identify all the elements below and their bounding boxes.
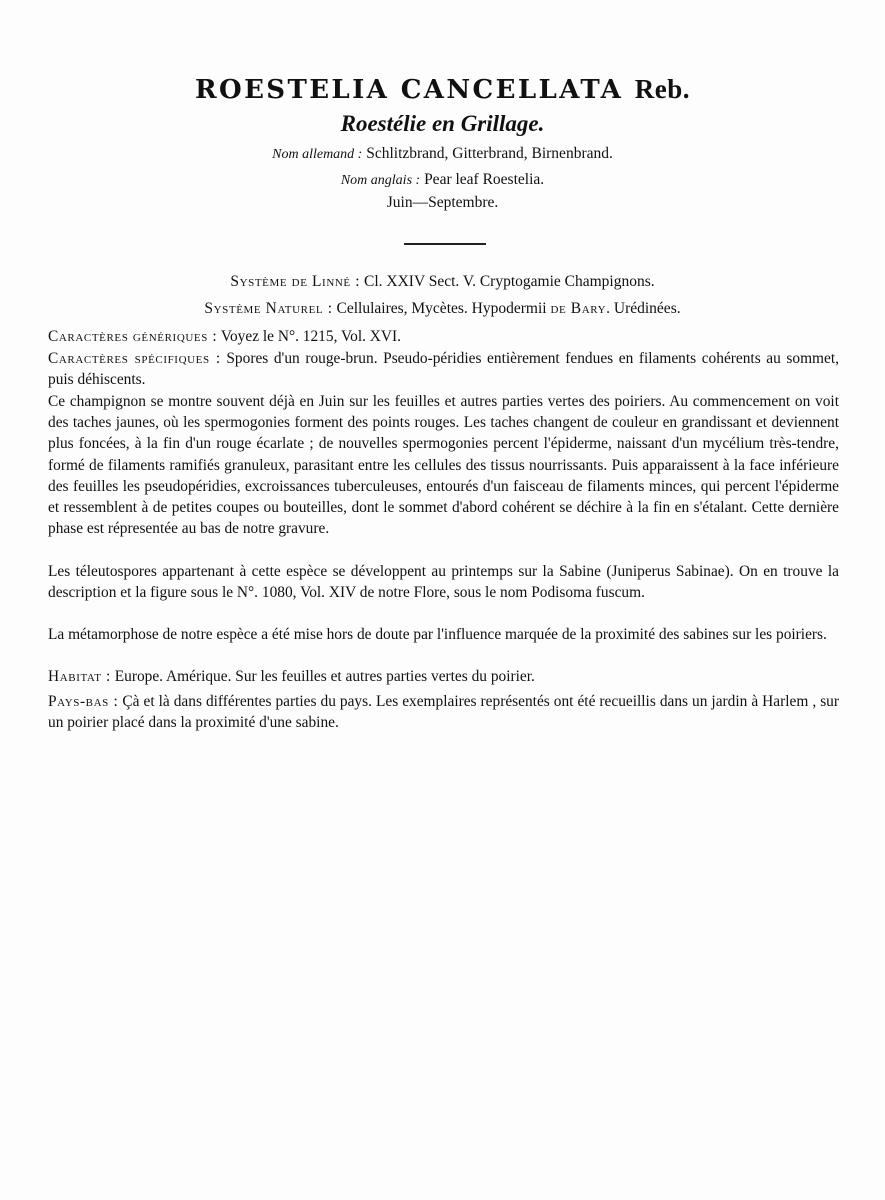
- teleutospores-paragraph: Les téleutospores appartenant à cette espèce se développent au printemps sur la Sabine (Juniperus Sabinae). On en trouve la description et la figure sous le N°. 1080, Vol. XIV de notre Flore, sous le nom Podisoma fuscum.: [48, 563, 839, 602]
- german-name-label: Nom allemand :: [272, 147, 363, 162]
- netherlands-text: Çà et là dans différentes parties du pays. Les exemplaires représentés ont été recueillis dans un jardin à Harlem , sur un poirier placé dans la proximité d'une sabine.: [48, 693, 840, 732]
- specific-characters-label: Caractères spécifiques :: [48, 350, 221, 367]
- netherlands-label: Pays-bas :: [48, 693, 119, 710]
- species-author: Reb.: [634, 74, 690, 104]
- specific-characters-text: Spores d'un rouge-brun. Pseudo-péridies entièrement fendues en filaments cohérents au sommet, puis déhiscents.: [48, 350, 839, 389]
- linne-system-value: Cl. XXIV Sect. V. Cryptogamie Champignons.: [364, 273, 655, 290]
- english-name: Pear leaf Roestelia.: [424, 171, 545, 188]
- species-name: ROESTELIA CANCELLATA: [195, 75, 624, 105]
- french-common-name: Roestélie en Grillage.: [340, 111, 545, 136]
- natural-system-label: Système Naturel :: [204, 300, 333, 317]
- linne-system-line: [0, 272, 885, 292]
- season-line: Juin—Septembre.: [386, 194, 499, 211]
- species-title: [0, 72, 885, 107]
- metamorphosis-paragraph: La métamorphose de notre espèce a été mise hors de doute par l'influence marquée de la proximité des sabines sur les poiriers.: [48, 626, 827, 643]
- english-name-label: Nom anglais :: [340, 173, 421, 188]
- habitat-paragraph: [48, 666, 839, 687]
- habitat-label: Habitat :: [48, 668, 111, 685]
- netherlands-paragraph: [48, 691, 839, 733]
- generic-characters-paragraph: [48, 326, 839, 347]
- de-bary-name: de Bary: [550, 300, 607, 317]
- natural-system-value: Cellulaires, Mycètes. Hypodermii: [336, 300, 547, 317]
- natural-system-line: [0, 299, 885, 319]
- english-name-line: [0, 170, 885, 191]
- description-paragraph: Ce champignon se montre souvent déjà en Juin sur les feuilles et autres parties vertes des poiriers. Au commencement on voit des taches jaunes, où les spermogonies forment des points rouges. Les taches changent de couleur en grandissant et deviennent plus foncées, à la fin d'un rouge écarlate ; de nouvelles spermogonies percent l'épiderme, naissant d'un mycélium très-tendre, formé de filaments ramifiés granuleux, parasitant entre les cellules des tissus nourrissants. Puis apparaissent à la face inférieure des feuilles les pseudopéridies, excroissances tuberculeuses, entourés d'un faisceau de filaments minces, qui percent l'épiderme et ressemblent à de petites coupes ou bouteilles, dont le sommet d'abord cohérent se déchire à la fin en s'étalant. Cette dernière phase est répresentée au bas de notre gravure.: [48, 393, 839, 538]
- german-name-line: [0, 144, 885, 165]
- habitat-text: Europe. Amérique. Sur les feuilles et autres parties vertes du poirier.: [114, 668, 535, 685]
- divider-rule: [404, 243, 486, 245]
- generic-characters-label: Caractères génériques :: [48, 328, 218, 345]
- natural-system-value-end: . Urédinées.: [606, 300, 681, 317]
- linne-system-label: Système de Linné :: [230, 273, 361, 290]
- german-names: Schlitzbrand, Gitterbrand, Birnenbrand.: [366, 145, 613, 162]
- generic-characters-text: Voyez le N°. 1215, Vol. XVI.: [220, 328, 401, 345]
- specific-characters-paragraph: [48, 348, 839, 390]
